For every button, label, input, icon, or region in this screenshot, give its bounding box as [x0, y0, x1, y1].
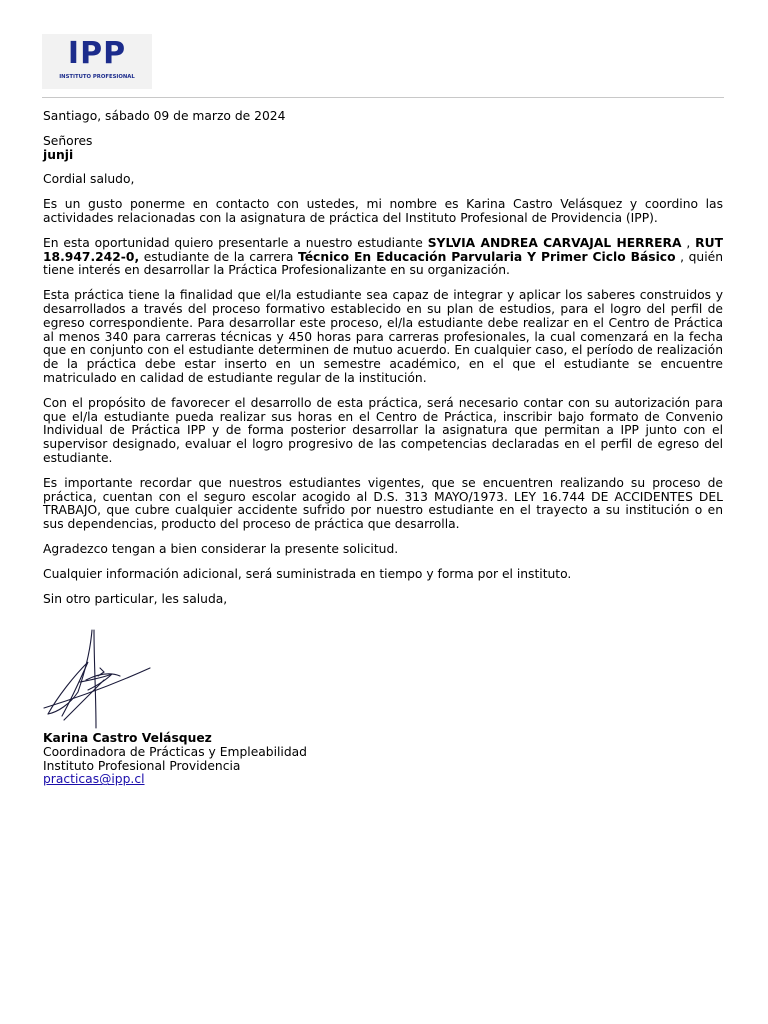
student-name: SYLVIA ANDREA CARVAJAL HERRERA	[427, 235, 682, 250]
addressee-label: Señores	[43, 133, 93, 148]
institution-logo	[42, 34, 152, 89]
logo-wordmark: IPP	[67, 36, 127, 71]
paragraph-insurance: Es importante recordar que nuestros estudiantes vigentes, que se encuentren realizando su proceso de práctica, cuentan con el seguro escolar acogido al D.S. 313 MAYO/1973. LEY 16.744 DE ACCIDENTES DEL TRABAJO, que cubre cualquier accidente sufrido por nuestro estudiante en el trayecto a su institución o en sus dependencias, producto del proceso de práctica que desarrolla.	[43, 475, 723, 532]
paragraph-intro: Es un gusto ponerme en contacto con ustedes, mi nombre es Karina Castro Velásquez y coordino las actividades relacionadas con la asignatura de práctica del Instituto Profesional de Providencia (IPP).	[43, 197, 723, 225]
signatory-role: Coordinadora de Prácticas y Empleabilidad	[43, 744, 307, 759]
p2-text-d: , quién tiene interés en desarrollar la Práctica Profesionalizante en su organización.	[43, 249, 724, 278]
paragraph-authorization: Con el propósito de favorecer el desarrollo de esta práctica, será necesario contar con su autorización para que el/la estudiante pueda realizar sus horas en el Centro de Práctica, inscribir bajo formato de Convenio Individual de Práctica IPP y de forma posterior desarrollar la asignatura que permitan a IPP junto con el supervisor designado, evaluar el logro progresivo de las competencias declaradas en el perfil de egreso del estudiante.	[43, 395, 723, 465]
p2-text-c: estudiante de la carrera	[139, 249, 298, 264]
email-link[interactable]: practicas@ipp.cl	[43, 772, 145, 787]
paragraph-student	[43, 237, 723, 278]
paragraph-info: Cualquier información adicional, será suministrada en tiempo y forma por el instituto.	[43, 566, 572, 581]
closing: Sin otro particular, les saluda,	[43, 591, 228, 606]
p2-text-a: En esta oportunidad quiero presentarle a nuestro estudiante	[43, 235, 428, 250]
addressee	[43, 135, 723, 163]
signatory-institution: Instituto Profesional Providencia	[43, 758, 241, 773]
greeting: Cordial saludo,	[43, 172, 135, 187]
handwritten-signature	[40, 624, 160, 734]
letter-body	[43, 110, 723, 617]
date-line: Santiago, sábado 09 de marzo de 2024	[43, 109, 286, 123]
addressee-name: junji	[43, 147, 74, 162]
student-rut: RUT 18.947.242-0,	[43, 235, 723, 264]
signatory-name: Karina Castro Velásquez	[43, 731, 212, 745]
paragraph-purpose: Esta práctica tiene la finalidad que el/la estudiante sea capaz de integrar y aplicar los saberes construidos y desarrollados a través del proceso formativo establecido en su plan de estudios, para el logro del perfil de egreso correspondiente. Para desarrollar este proceso, el/la estudiante debe realizar en el Centro de Práctica al menos 340 para carreras técnicas y 450 horas para carreras profesionales, la cual comenzará en la fecha que en conjunto con el estudiante determinen de mutuo acuerdo. En cualquier caso, el período de realización de la práctica debe estar inserto en un semestre académico, en el que el estudiante se encuentre matriculado en calidad de estudiante regular de la institución.	[43, 288, 723, 385]
header-divider	[42, 97, 724, 98]
paragraph-thanks: Agradezco tengan a bien considerar la presente solicitud.	[43, 541, 399, 556]
signature-block	[43, 732, 443, 787]
logo-subtitle: INSTITUTO PROFESIONAL	[59, 74, 135, 80]
p2-text-b: ,	[681, 235, 696, 250]
student-career: Técnico En Educación Parvularia Y Primer Ciclo Básico	[297, 249, 676, 264]
